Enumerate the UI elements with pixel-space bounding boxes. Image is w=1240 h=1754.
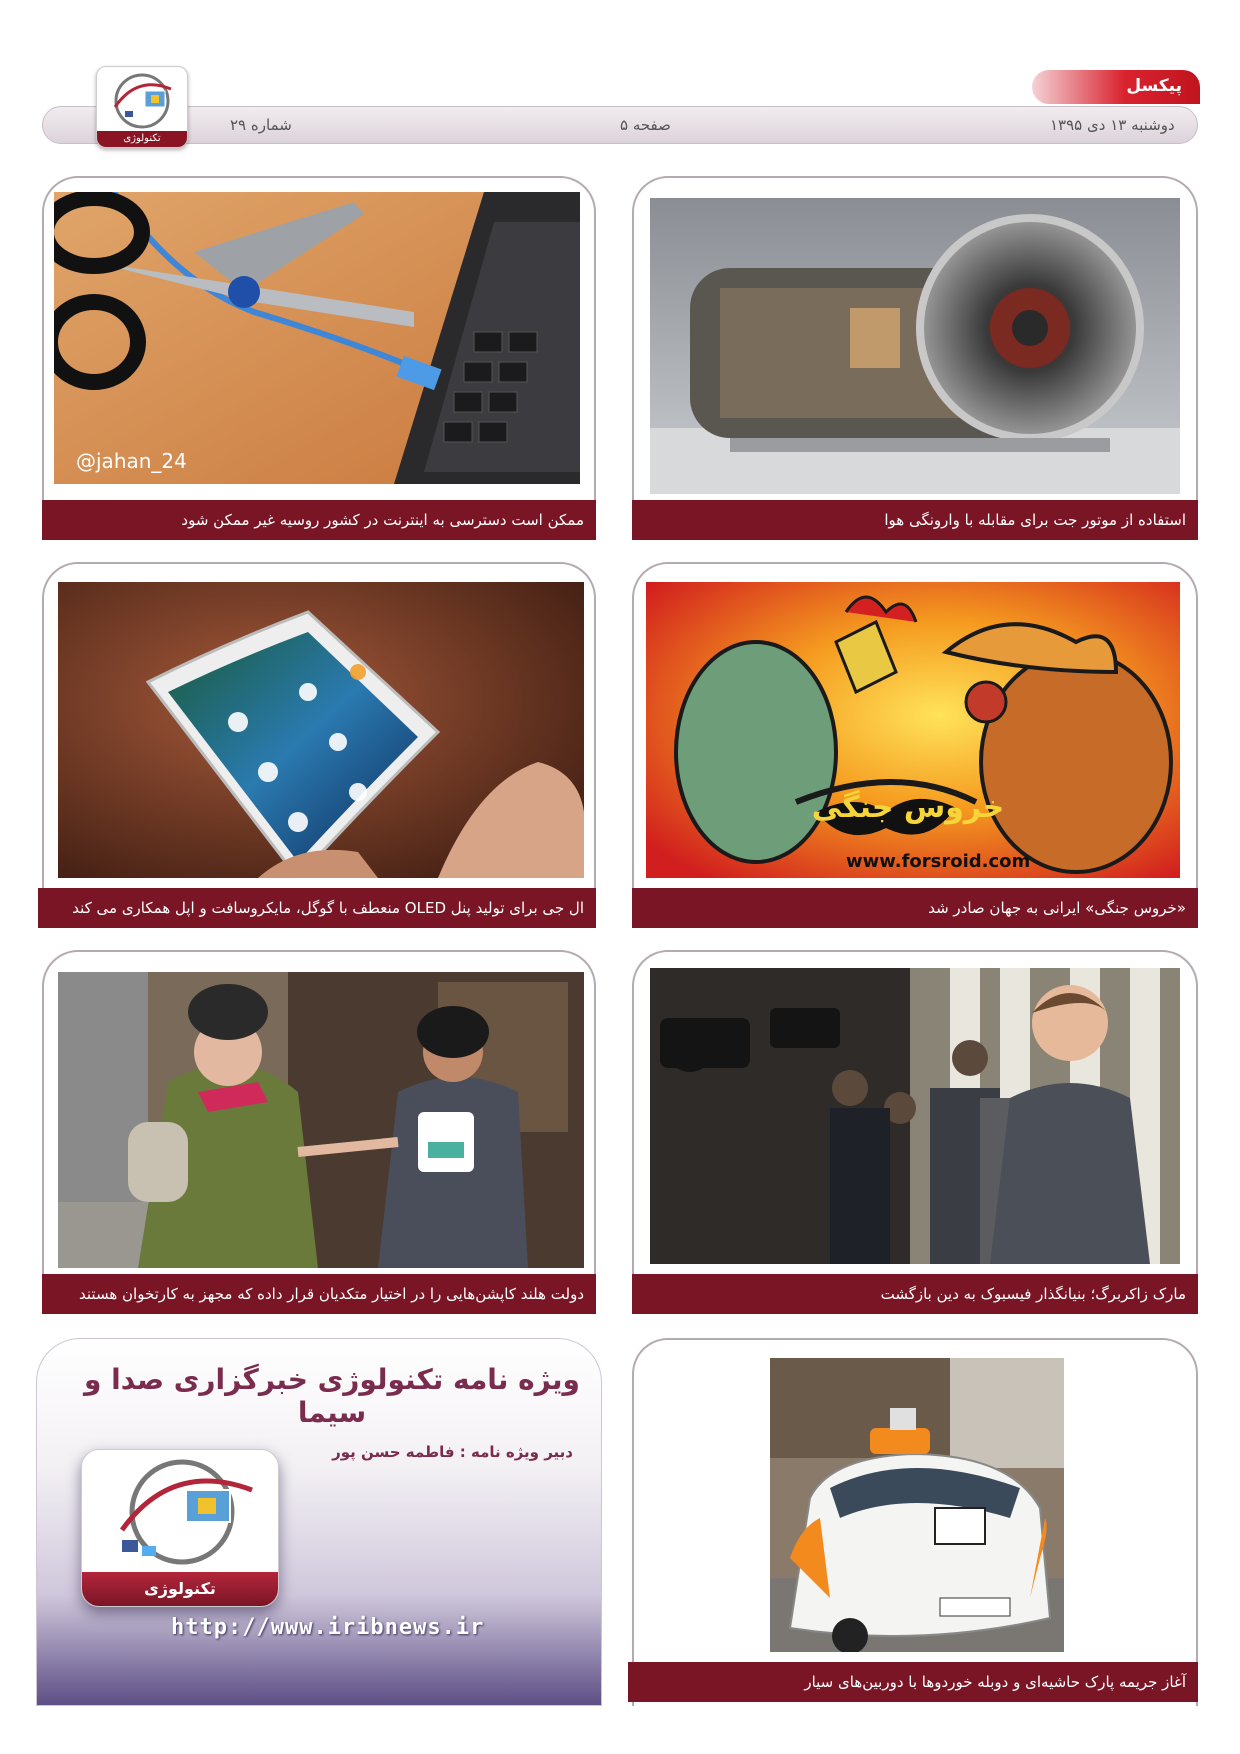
issue-date: دوشنبه ۱۳ دی ۱۳۹۵: [1050, 116, 1175, 134]
game-logo: خروس جنگی: [811, 790, 1005, 825]
zuckerberg-caption: مارک زاکربرگ؛ بنیانگذار فیسبوک به دین بازگشت: [632, 1274, 1198, 1314]
logo-small: [96, 66, 188, 148]
internet-photo: [54, 192, 580, 484]
holland-photo: [58, 972, 584, 1268]
website-url[interactable]: http://www.iribnews.ir: [171, 1615, 485, 1640]
zuckerberg-photo: [650, 968, 1180, 1264]
logo-large-label: تکنولوژی: [82, 1572, 278, 1606]
parking-caption: آغاز جریمه پارک حاشیه‌ای و دوبله خوردوها با دوربین‌های سیار: [628, 1662, 1198, 1702]
logo-small-label: تکنولوژی: [97, 131, 187, 147]
logo-large: [81, 1449, 279, 1607]
game-artwork: [646, 582, 1180, 878]
jet-engine-photo: [650, 198, 1180, 494]
credits-box: [36, 1338, 602, 1706]
holland-caption: دولت هلند کاپشن‌هایی را در اختیار متکدیان قرار داده که مجهز به کارتخوان هستند: [42, 1274, 596, 1314]
logo-swirl-icon: [97, 67, 187, 131]
jet-engine-caption: استفاده از موتور جت برای مقابله با وارونگی هوا: [632, 500, 1198, 540]
internet-caption: ممکن است دسترسی به اینترنت در کشور روسیه غیر ممکن شود: [42, 500, 596, 540]
editor-name: دبیر ویژه نامه : فاطمه حسن پور: [332, 1443, 573, 1461]
issue-number: شماره ۲۹: [230, 116, 292, 134]
game-caption: «خروس جنگی» ایرانی به جهان صادر شد: [632, 888, 1198, 928]
section-label: پیکسل: [1032, 70, 1200, 104]
credits-title: ویژه نامه تکنولوژی خبرگزاری صدا و سیما: [84, 1363, 580, 1429]
page-number: صفحه ۵: [620, 116, 671, 134]
game-site: www.forsroid.com: [846, 851, 1031, 872]
oled-caption: ال جی برای تولید پنل OLED منعطف با گوگل، مایکروسافت و اپل همکاری می کند: [38, 888, 596, 928]
oled-photo: [58, 582, 584, 878]
logo-swirl-icon: [82, 1450, 278, 1572]
parking-photo: [770, 1358, 1064, 1652]
internet-watermark: @jahan_24: [76, 449, 187, 473]
